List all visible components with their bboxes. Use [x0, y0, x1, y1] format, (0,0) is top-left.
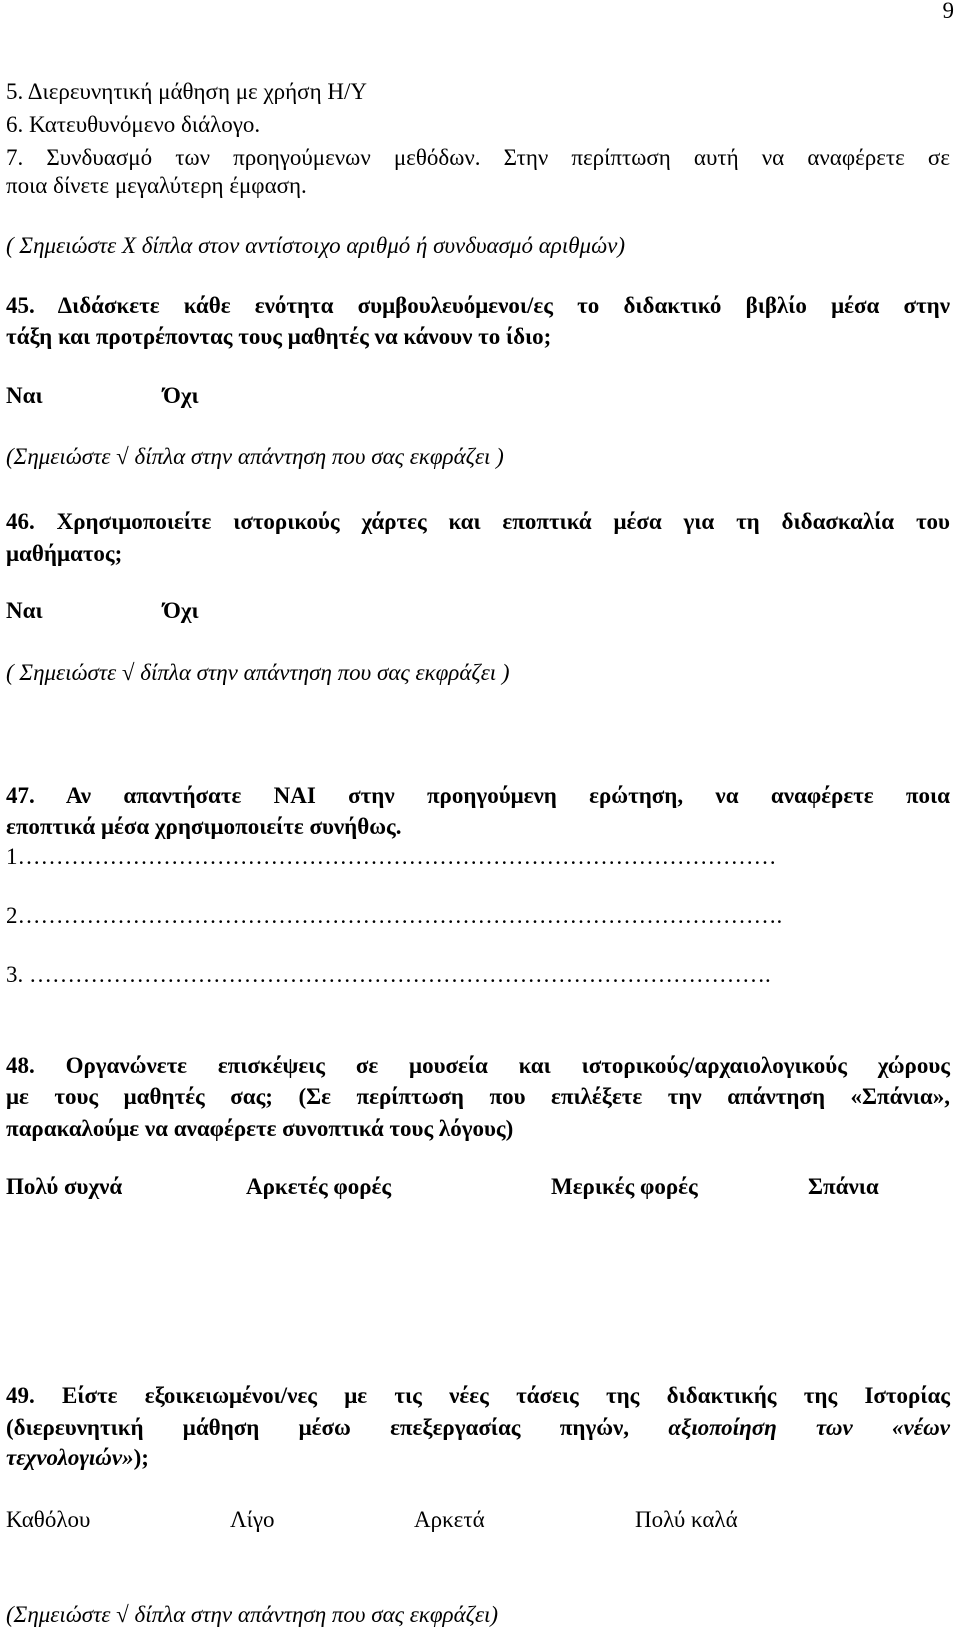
method-item-7-continuation: ποια δίνετε μεγαλύτερη έμφαση.: [6, 173, 307, 198]
q49-instruction-note: (Σημειώστε √ δίπλα στην απάντηση που σας εκφράζει): [6, 1602, 499, 1627]
q46-instruction-note: ( Σημειώστε √ δίπλα στην απάντηση που σας εκφράζει ): [6, 660, 510, 685]
q49-question-line-2: [6, 1413, 950, 1443]
method-item-6: 6. Κατευθυνόμενο διάλογο.: [6, 112, 261, 137]
q49-question-line-1: 49. Είστε εξοικειωμένοι/νες με τις νέες τάσεις της διδακτικής της Ιστορίας: [6, 1383, 950, 1408]
methods-instruction-note: ( Σημειώστε Χ δίπλα στον αντίστοιχο αριθμό ή συνδυασμό αριθμών): [6, 233, 625, 258]
page-number: 9: [942, 0, 954, 23]
q49-question-line-3: [6, 1443, 149, 1473]
q49-line-2-italic-part: αξιοποίηση των «νέων: [668, 1415, 950, 1440]
method-item-7: 7. Συνδυασμό των προηγούμενων μεθόδων. Στην περίπτωση αυτή να αναφέρετε σε: [6, 145, 950, 170]
q49-option-a-little[interactable]: Λίγο: [230, 1507, 275, 1532]
q47-question-line-1: 47. Αν απαντήσατε ΝΑΙ στην προηγούμενη ερώτηση, να αναφέρετε ποια: [6, 783, 950, 808]
q48-question-line-1: 48. Οργανώνετε επισκέψεις σε μουσεία και ιστορικούς/αρχαιολογικούς χώρους: [6, 1053, 950, 1078]
q46-question-line-1: 46. Χρησιμοποιείτε ιστορικούς χάρτες και εποπτικά μέσα για τη διδασκαλία του: [6, 509, 950, 534]
q48-option-sometimes[interactable]: Μερικές φορές: [551, 1174, 698, 1199]
q49-option-not-at-all[interactable]: Καθόλου: [6, 1507, 91, 1532]
q48-question-line-3: παρακαλούμε να αναφέρετε συνοπτικά τους λόγους): [6, 1116, 514, 1141]
q48-option-several-times[interactable]: Αρκετές φορές: [246, 1174, 392, 1199]
q49-option-quite[interactable]: Αρκετά: [414, 1507, 485, 1532]
q45-question-line-1: 45. Διδάσκετε κάθε ενότητα συμβουλευόμενοι/ες το διδακτικό βιβλίο μέσα στην: [6, 293, 950, 318]
q48-option-rarely[interactable]: Σπάνια: [808, 1174, 879, 1199]
q45-instruction-note: (Σημειώστε √ δίπλα στην απάντηση που σας εκφράζει ): [6, 444, 504, 469]
q45-option-no[interactable]: Όχι: [163, 383, 199, 408]
q47-answer-line-1[interactable]: 1………………………………………………………………………………………: [6, 844, 777, 869]
q47-question-line-2: εποπτικά μέσα χρησιμοποιείτε συνήθως.: [6, 814, 402, 839]
q46-option-yes[interactable]: Ναι: [6, 598, 43, 623]
q45-question-line-2: τάξη και προτρέποντας τους μαθητές να κάνουν το ίδιο;: [6, 324, 552, 349]
method-item-5: 5. Διερευνητική μάθηση με χρήση Η/Υ: [6, 79, 367, 104]
q49-line-3-tail: );: [133, 1445, 149, 1470]
q45-option-yes[interactable]: Ναι: [6, 383, 43, 408]
q48-option-very-often[interactable]: Πολύ συχνά: [6, 1174, 123, 1199]
q46-question-line-2: μαθήματος;: [6, 541, 123, 566]
q46-option-no[interactable]: Όχι: [163, 598, 199, 623]
q49-option-very-well[interactable]: Πολύ καλά: [635, 1507, 738, 1532]
q49-line-2-bold-part: (διερευνητική μάθηση μέσω επεξεργασίας πηγών,: [6, 1415, 669, 1440]
q48-question-line-2: με τους μαθητές σας; (Σε περίπτωση που επιλέξετε την απάντηση «Σπάνια»,: [6, 1084, 950, 1109]
q47-answer-line-2[interactable]: 2……………………………………………………………………………………….: [6, 903, 783, 928]
q47-answer-line-3[interactable]: 3. …………………………………………………………………………………….: [6, 962, 771, 987]
q49-line-3-italic-part: τεχνολογιών»: [6, 1445, 134, 1470]
